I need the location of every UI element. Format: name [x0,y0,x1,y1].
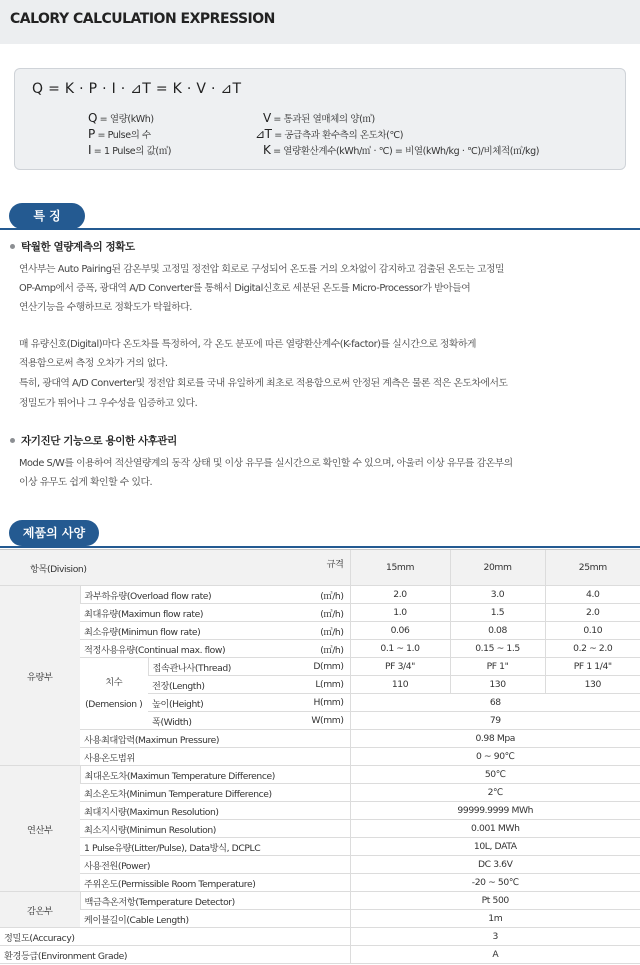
row-name: 과부하유량(Overload flow rate) [80,586,272,604]
table-row [0,640,640,658]
row-name: 사용최대압력(Maximun Pressure) [80,730,350,748]
table-row [0,856,640,874]
spec-divider [0,546,640,548]
features-divider [0,228,640,230]
row-value: 2.0 [545,604,640,622]
feature-line: 연산기능을 수행하므로 정확도가 탁월하다. [19,302,192,313]
legend-text: = 열량(kWh) [97,114,154,125]
row-value: 0.08 [450,622,545,640]
row-value: 0.06 [350,622,450,640]
legend-symbol: P [88,127,95,141]
feature-line: Mode S/W를 이용하여 적산열량계의 동작 상태 및 이상 유무를 실시간으로 확인할 수 있으며, 아울러 이상 유무를 감온부의 [19,458,513,469]
row-value: 0.15 ~ 1.5 [450,640,545,658]
spec-tab: 제품의 사양 [9,520,99,546]
legend-symbol: I [88,143,92,157]
header-size-15: 15mm [350,550,450,586]
row-value: 2.0 [350,586,450,604]
table-header-row [0,550,640,586]
table-row [0,910,640,928]
feature-line: 매 유량신호(Digital)마다 온도차를 특정하여, 각 온도 분포에 따른 열량환산계수(K-factor)를 실시간으로 정확하게 [19,339,476,350]
header-division: 항목(Division) [0,550,272,586]
row-value: 110 [350,676,450,694]
feature-line: 특히, 광대역 A/D Converter및 정전압 회로를 국내 유일하게 최초로 적용함으로써 안정된 계측은 물론 적은 온도차에서도 [19,378,508,389]
page-title: CALORY CALCULATION EXPRESSION [10,11,275,27]
row-value: Pt 500 [350,892,640,910]
row-value: 0.98 Mpa [350,730,640,748]
row-name: 접속관나사(Thread) [148,658,272,676]
row-unit: W(mm) [272,712,350,730]
row-name: 환경등급(Environment Grade) [0,946,350,964]
legend-i [88,143,171,157]
row-name: 최대유량(Maximun flow rate) [80,604,272,622]
category-sensor: 감온부 [0,892,80,928]
row-unit: D(mm) [272,658,350,676]
row-value: 1.5 [450,604,545,622]
feature-heading-diagnosis [10,433,177,448]
table-row [0,748,640,766]
row-name: 백금측온저항(Temperature Detector) [80,892,350,910]
table-row [0,946,640,964]
row-name: 최소온도차(Minimun Temperature Difference) [80,784,350,802]
row-name: 적정사용유량(Continual max. flow) [80,640,272,658]
table-row [0,586,640,604]
feature-heading-text: 자기진단 기능으로 용이한 사후관리 [21,435,177,447]
row-name: 최소지시량(Minimun Resolution) [80,820,350,838]
row-value: 0.2 ~ 2.0 [545,640,640,658]
legend-dt [255,127,403,141]
row-value: 130 [545,676,640,694]
row-name: 전장(Length) [148,676,272,694]
table-row [0,928,640,946]
row-value: 79 [350,712,640,730]
category-flow: 유량부 [0,586,80,766]
legend-text: = 공급측과 환수측의 온도차(℃) [271,130,404,141]
header-size-20: 20mm [450,550,545,586]
header-size-25: 25mm [545,550,640,586]
table-row [0,658,640,676]
row-value: 0 ~ 90℃ [350,748,640,766]
row-value: 68 [350,694,640,712]
feature-line: 정밀도가 뛰어나 그 우수성을 입증하고 있다. [19,398,198,409]
table-row [0,802,640,820]
features-tab: 특 징 [9,203,85,229]
feature-line: OP-Amp에서 증폭, 광대역 A/D Converter를 통해서 Digital신호로 세분된 온도를 Micro-Processor가 받아들여 [19,283,471,294]
legend-text: = 열량환산계수(kWh/㎥ · ℃) = 비열(kWh/kg · ℃)/비체적(㎥/kg) [270,146,540,157]
legend-symbol: V [263,111,271,125]
row-value: 0.1 ~ 1.0 [350,640,450,658]
legend-symbol: K [263,143,271,157]
dimension-label-ko: 치수 [105,676,123,688]
table-row [0,820,640,838]
formula-main: Q = K · P · I · ⊿T = K · V · ⊿T [32,81,242,97]
legend-text: = 통과된 열매체의 양(㎥) [270,114,375,125]
table-row [0,622,640,640]
feature-line: 연사부는 Auto Pairing된 감온부및 고정밀 정전압 회로로 구성되어 온도를 거의 오차없이 감지하고 검출된 온도는 고정밀 [19,264,505,275]
row-value: PF 1" [450,658,545,676]
feature-line: 이상 유무도 쉽게 확인할 수 있다. [19,477,153,488]
dimension-label-en: (Demension ) [85,698,143,710]
header-spec: 규격 [272,550,350,586]
row-value: DC 3.6V [350,856,640,874]
row-name: 케이블길이(Cable Length) [80,910,350,928]
row-unit: (㎥/h) [272,586,350,604]
row-value: 3.0 [450,586,545,604]
row-name: 사용온도범위 [80,748,350,766]
row-value: A [350,946,640,964]
row-name: 정밀도(Accuracy) [0,928,350,946]
dimension-label [80,658,148,730]
bullet-icon [10,438,15,443]
feature-line: 적용함으로써 측정 오차가 거의 없다. [19,358,168,369]
row-value: 2℃ [350,784,640,802]
formula-box [14,68,626,170]
spec-table [0,549,640,964]
row-value: 1.0 [350,604,450,622]
legend-symbol: Q [88,111,98,125]
row-value: PF 3/4" [350,658,450,676]
row-value: 10L, DATA [350,838,640,856]
table-row [0,892,640,910]
row-name: 최소유량(Minimun flow rate) [80,622,272,640]
row-name: 주위온도(Permissible Room Temperature) [80,874,350,892]
legend-k [263,143,539,157]
row-value: 3 [350,928,640,946]
legend-symbol: ⊿T [255,127,272,141]
row-name: 높이(Height) [148,694,272,712]
row-value: 99999.9999 MWh [350,802,640,820]
row-value: 0.001 MWh [350,820,640,838]
category-calc: 연산부 [0,766,80,892]
row-unit: H(mm) [272,694,350,712]
row-value: 50℃ [350,766,640,784]
feature-heading-text: 탁월한 열량계측의 정확도 [21,241,135,253]
table-row [0,766,640,784]
row-name: 최대온도차(Maximun Temperature Difference) [80,766,350,784]
row-value: 1m [350,910,640,928]
row-value: 0.10 [545,622,640,640]
table-row [0,838,640,856]
legend-text: = Pulse의 수 [94,130,151,141]
legend-q [88,111,154,125]
row-value: 4.0 [545,586,640,604]
row-name: 1 Pulse유량(Litter/Pulse), Data방식, DCPLC [80,838,350,856]
table-row [0,874,640,892]
legend-v [263,111,375,125]
row-name: 폭(Width) [148,712,272,730]
row-value: PF 1 1/4" [545,658,640,676]
row-unit: (㎥/h) [272,604,350,622]
row-value: -20 ~ 50℃ [350,874,640,892]
row-value: 130 [450,676,545,694]
row-unit: (㎥/h) [272,640,350,658]
table-row [0,730,640,748]
legend-text: = 1 Pulse의 값(㎥) [91,146,172,157]
legend-p [88,127,151,141]
table-row [0,784,640,802]
row-name: 최대지시량(Maximun Resolution) [80,802,350,820]
row-unit: L(mm) [272,676,350,694]
table-row [0,604,640,622]
feature-heading-accuracy [10,239,135,254]
row-unit: (㎥/h) [272,622,350,640]
bullet-icon [10,244,15,249]
row-name: 사용전원(Power) [80,856,350,874]
